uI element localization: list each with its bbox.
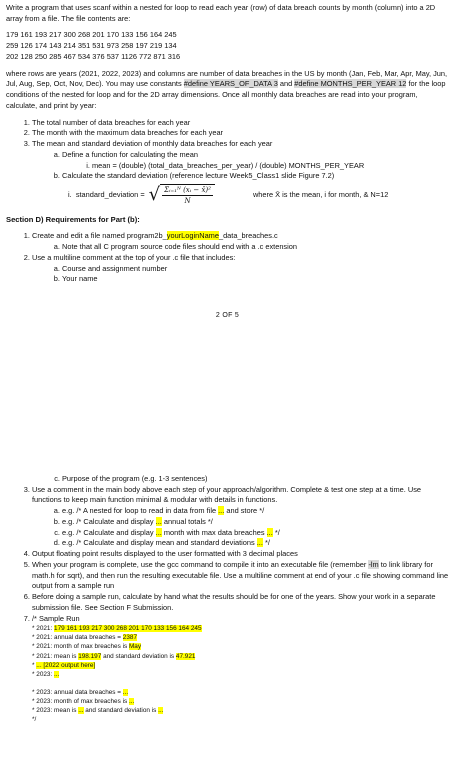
list-item: 6. Before doing a sample run, calculate by hand what the results should be for one of the years. Show your work in a separate submission file. See Section F Submission.	[32, 592, 449, 613]
page-gap	[0, 398, 455, 470]
sub-list	[32, 150, 449, 182]
mean-formula: i. mean = (double) (total_data_breaches_per_year) / (double) MONTHS_PER_YEAR	[92, 161, 449, 172]
list-item: d. e.g. /* Calculate and display mean and standard deviations ... */	[62, 538, 449, 549]
list-item: 2. Use a multiline comment at the top of your .c file that includes: a. Course and assignment number b. Your name	[32, 253, 449, 285]
sample-line: * 2021: 179 161 193 217 300 268 201 170 133 156 164 245	[32, 625, 202, 633]
section-d-heading: Section D) Requirements for Part (b):	[6, 215, 140, 225]
list-item: 1. The total number of data breaches for each year	[32, 118, 449, 129]
define-months-constant: #define MONTHS_PER_YEAR 12	[294, 79, 407, 89]
formula-where-note: where X̄ is the mean, i for month, & N=12	[252, 189, 389, 199]
list-item: 5. When your program is complete, use the gcc command to compile it into an executable file (remember -lm to link library for math.h for sqrt), and then run the resulting executable file. Use a multiline comment at end of your .c file showing command line output from a sample run	[32, 560, 449, 592]
data-file-contents	[6, 30, 449, 62]
ellipsis-highlight: ...	[218, 506, 225, 516]
list-item: c. Purpose of the program (e.g. 1-3 sentences)	[62, 474, 449, 485]
list-item: 4. Output floating point results displayed to the user formatted with 3 decimal places	[32, 549, 449, 560]
formula-numerator: Σᵢ₌₁ᴺ (xᵢ − x̄)²	[162, 185, 213, 196]
sample-line	[32, 679, 449, 688]
ellipsis-highlight: ...	[256, 538, 263, 548]
data-row-2023: 202 128 250 285 467 534 376 537 1126 772 871 316	[6, 51, 181, 61]
list-item: 1. Create and edit a file named program2b_yourLoginName_data_breaches.c a. Note that all C program source code files should end with a .c extension	[32, 231, 449, 252]
list-item: 3. The mean and standard deviation of monthly data breaches for each year a. Define a function for calculating the mean i. mean = (double) (total_data_breaches_per_year) / (double) MONTHS_PER_YEAR b. Calculate the standard deviation (reference lecture Week5_Class1 slide Figure 7.2)	[32, 139, 449, 182]
list-item: b. e.g. /* Calculate and display ... annual totals */	[62, 517, 449, 528]
list-item: a. Course and assignment number	[62, 264, 449, 275]
ellipsis-highlight: ...	[155, 527, 162, 537]
list-item: 2. The month with the maximum data breaches for each year	[32, 128, 449, 139]
list-item: a. Define a function for calculating the mean i. mean = (double) (total_data_breaches_per_year) / (double) MONTHS_PER_YEAR	[62, 150, 449, 171]
section-d-list	[14, 231, 449, 285]
list-item: a. e.g. /* A nested for loop to read in data from file ... and store */	[62, 506, 449, 517]
fraction	[160, 184, 215, 206]
sample-line: */	[32, 716, 37, 724]
sample-line: * 2023: ...	[32, 670, 60, 678]
lm-flag-highlight: -lm	[368, 559, 379, 569]
sample-line: * 2021: annual data breaches = 2387	[32, 634, 138, 642]
list-item: c. e.g. /* Calculate and display ... month with max data breaches ... */	[62, 528, 449, 539]
login-name-highlight: yourLoginName	[166, 231, 219, 241]
list-item: a. Note that all C program source code files should end with a .c extension	[62, 242, 449, 253]
sample-line: * 2023: mean is ... and standard deviation is ...	[32, 707, 164, 715]
std-dev-label: i. standard_deviation =	[68, 189, 145, 199]
ellipsis-highlight: ...	[266, 527, 273, 537]
document-page-3	[0, 470, 455, 766]
define-years-constant: #define YEARS_OF_DATA 3	[183, 79, 278, 89]
sample-line: * 2021: month of max breaches is May	[32, 643, 142, 651]
sample-run-output	[32, 624, 449, 724]
section-d-list-continued	[14, 485, 449, 725]
sample-line: * ... [2022 output here]	[32, 661, 96, 669]
sqrt-expression	[149, 184, 215, 206]
sample-line: * 2023: annual data breaches = ...	[32, 688, 129, 696]
comment-contents-list	[6, 474, 449, 485]
page-number: 2 OF 5	[215, 311, 240, 319]
ellipsis-highlight: ...	[155, 516, 162, 526]
list-item: b. Calculate the standard deviation (reference lecture Week5_Class1 slide Figure 7.2)	[62, 171, 449, 182]
std-dev-formula	[68, 184, 449, 206]
data-row-2022: 259 126 174 143 214 351 531 973 258 197 219 134	[6, 41, 177, 51]
data-row-2021: 179 161 193 217 300 268 201 170 133 156 164 245	[6, 30, 177, 40]
sub-list	[32, 264, 449, 285]
sample-line: * 2023: month of max breaches is ...	[32, 698, 135, 706]
where-paragraph: where rows are years (2021, 2022, 2023) and columns are number of data breaches in the US by month (Jan, Feb, Mar, Apr, May, Jun, Jul, Aug, Sep, Oct, Nov, Dec). You may use constants #define YEARS_OF_DATA 3 and #define MONTHS_PER_YEAR 12 for the loop conditions of the nested for loop and for the 2D array dimensions. Once all monthly data breaches are read into your program, calculate, and print by year:	[6, 68, 448, 110]
intro-paragraph: Write a program that uses scanf within a nested for loop to read each year (row) of data breach counts by month (column) into a 2D array from a file. The file contents are:	[6, 3, 436, 23]
print-requirements-list	[14, 118, 449, 182]
list-item: 7. /* Sample Run * 2021: 179 161 193 217 300 268 201 170 133 156 164 245 * 2021: annual data breaches = 2387 * 2021: month of max breaches is May * 2021: mean is 198.197 and standard deviation is 47.921 * ... [2022 output here] * 2023: ... * 2023: annual data breaches = ... * 2023: month of max breaches is ... * 2023: mean is ... and standard deviation is ... */	[32, 614, 449, 725]
sub-list	[32, 506, 449, 549]
list-item: 3. Use a comment in the main body above each step of your approach/algorithm. Complete & test one step at a time. Use functions to keep main function minimal & modular with details in functions. a. e.g. /* A nested for loop to read in data from file ... and store */ b. e.g. /* Calculate and display ... annual totals */ c. e.g. /* Calculate and display ... month with max data breaches ... */ d. e.g. /* Calculate and display mean and standard deviations ... */	[32, 485, 449, 549]
sqrt-symbol: √	[148, 184, 161, 206]
sub-list	[32, 242, 449, 253]
formula-denominator: N	[184, 197, 191, 206]
sample-line: * 2021: mean is 198.197 and standard deviation is 47.921	[32, 652, 196, 660]
list-item: b. Your name	[62, 274, 449, 285]
sub-sub-list	[62, 161, 449, 172]
